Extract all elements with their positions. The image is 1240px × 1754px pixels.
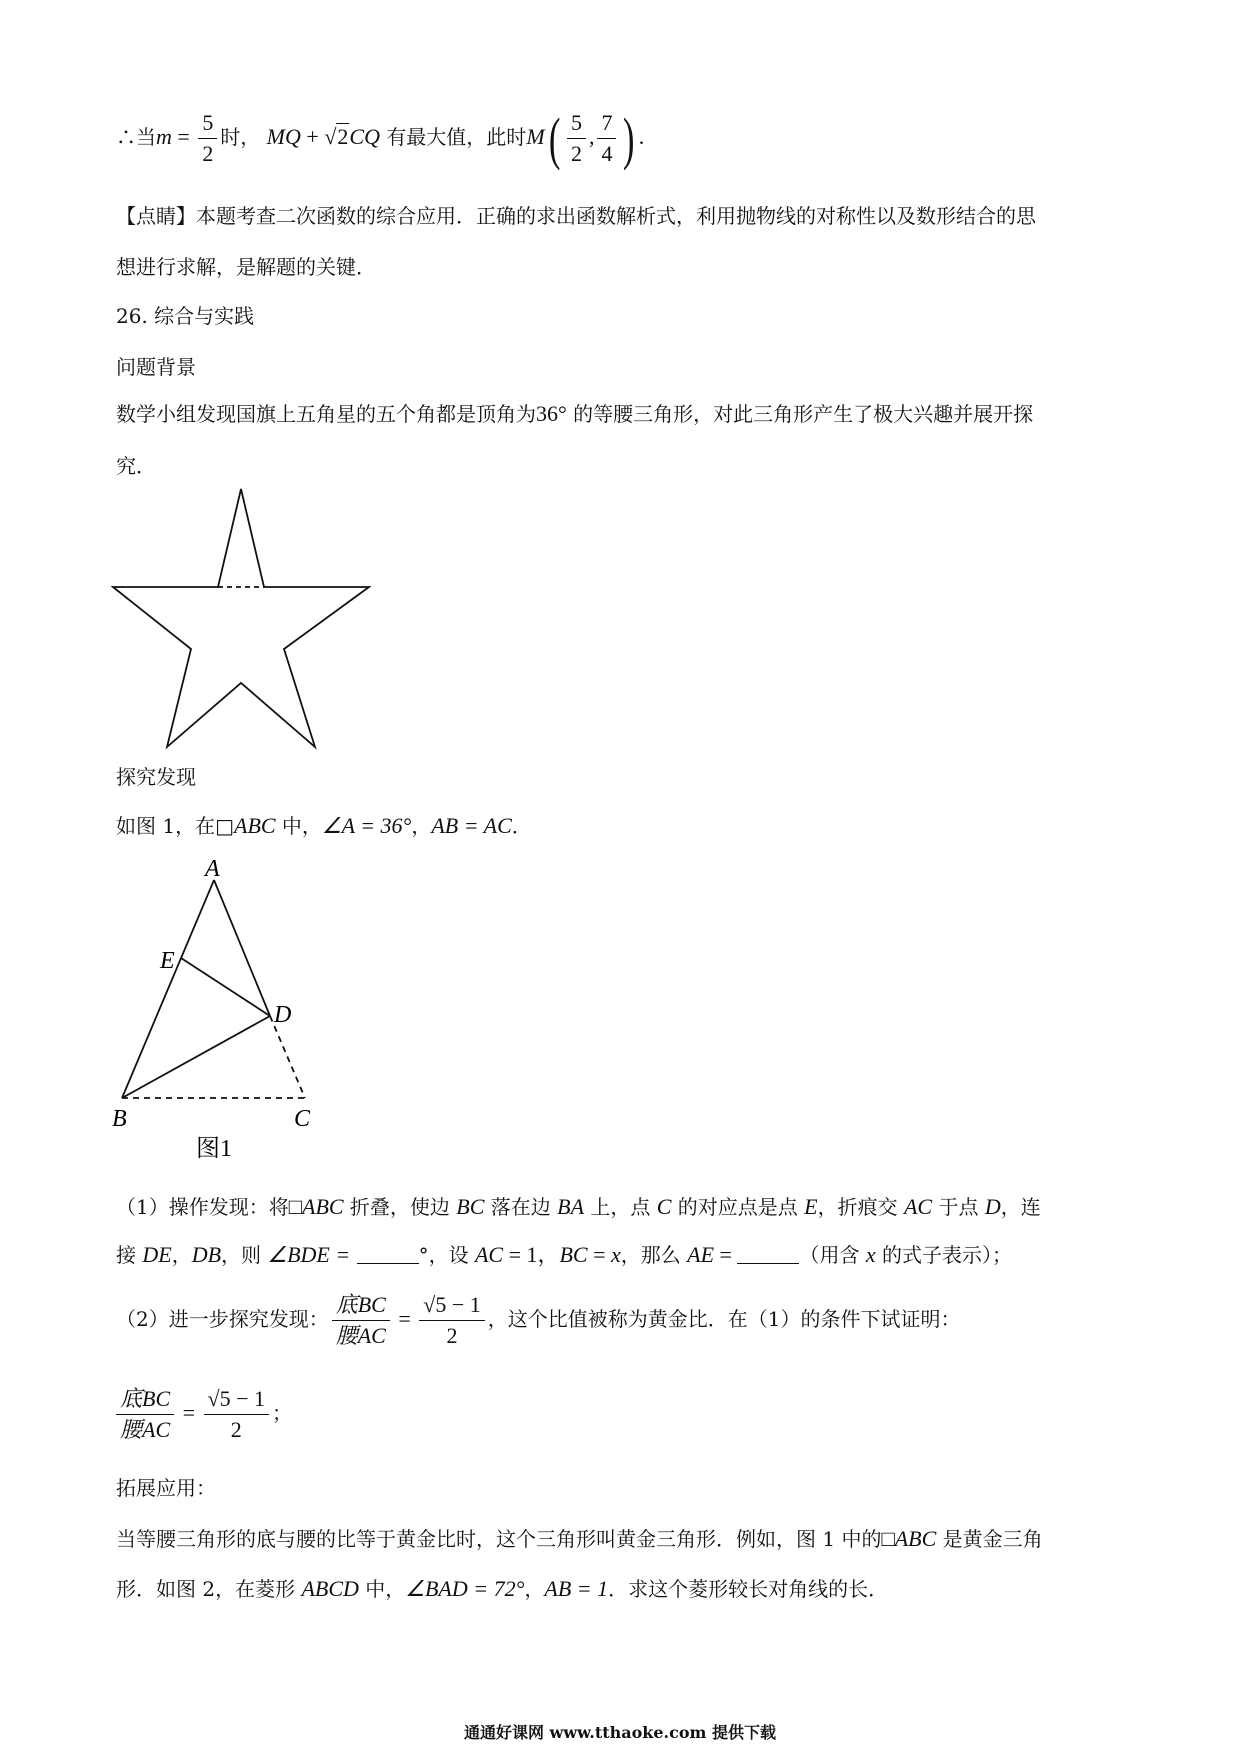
right-paren: ) xyxy=(623,105,635,171)
math-var: x xyxy=(611,1242,621,1267)
math-var: DB xyxy=(191,1242,222,1267)
math-var: m xyxy=(156,124,172,149)
star-figure xyxy=(108,484,378,754)
question-1-line-2 xyxy=(116,1241,1012,1269)
math-var: ABC xyxy=(234,813,276,838)
math-op: + xyxy=(300,124,325,149)
segment-ab xyxy=(122,880,214,1098)
math-var: DE xyxy=(142,1242,172,1267)
page-footer: 通通好课网 www.tthaoke.com 提供下载 xyxy=(463,1723,777,1742)
math-var: ABCD xyxy=(301,1576,359,1601)
math-op: = xyxy=(714,1242,738,1267)
text: 的等腰三角形，对此三角形产生了极大兴趣并展开探 xyxy=(566,402,1034,426)
text: ∴当 xyxy=(116,125,156,149)
fraction-denominator: 2 xyxy=(446,1323,458,1348)
text: ． xyxy=(511,814,532,838)
text: °，设 xyxy=(418,1243,475,1267)
text: ， xyxy=(524,1577,545,1601)
extension-line-1 xyxy=(116,1525,1043,1553)
fraction-5-2 xyxy=(567,110,586,167)
sqrt-expression xyxy=(324,123,349,149)
math-expr: ∠A = 36° xyxy=(321,813,412,838)
label-a: A xyxy=(205,856,220,882)
text: （1）操作发现：将 xyxy=(116,1195,289,1219)
math-expr: □ABC xyxy=(881,1526,937,1551)
text: 数学小组发现国旗上五角星的五个角都是顶角为 xyxy=(116,402,536,426)
text: ．求这个菱形较长对角线的长． xyxy=(608,1577,889,1601)
text: 折叠，使边 xyxy=(343,1195,457,1219)
text: ， xyxy=(171,1243,192,1267)
segment-bd xyxy=(122,1016,270,1098)
answer-blank-ae[interactable] xyxy=(737,1243,799,1264)
text: ，那么 xyxy=(620,1243,688,1267)
math-expr: AB = AC xyxy=(431,813,512,838)
segment-dc-dashed xyxy=(270,1016,305,1098)
text: 是黄金三角 xyxy=(936,1527,1043,1551)
text: 有最大值，此时 xyxy=(386,125,527,149)
radicand: 2 xyxy=(337,124,349,149)
sqrt-sign: √ xyxy=(324,124,337,149)
conclusion-line xyxy=(116,100,644,174)
text: 的式子表示）； xyxy=(875,1243,1012,1267)
figure-1 xyxy=(108,856,328,1166)
fraction-numerator: 5 xyxy=(567,110,586,139)
fraction-numerator: 5 xyxy=(198,110,217,139)
text: 如图 1，在 xyxy=(116,814,216,838)
triangle-symbol: □ xyxy=(215,814,234,838)
math-expr: ∠BDE = xyxy=(267,1242,351,1267)
math-expr: □ABC xyxy=(288,1194,344,1219)
math-op: , xyxy=(588,124,595,149)
fraction-numerator: 底BC xyxy=(116,1386,174,1415)
section-heading: 问题背景 xyxy=(116,355,196,379)
figure1-intro xyxy=(116,812,532,840)
star-outline xyxy=(113,489,369,747)
math-var: AE xyxy=(687,1242,715,1267)
text: 中， xyxy=(358,1577,406,1601)
fraction-numerator: 7 xyxy=(597,110,616,139)
left-paren: ( xyxy=(548,105,561,171)
text: （2）进一步探究发现： xyxy=(116,1307,329,1331)
math-var: AC xyxy=(474,1242,504,1267)
math-var: E xyxy=(804,1194,818,1219)
math-var: BC xyxy=(559,1242,588,1267)
answer-blank-angle[interactable] xyxy=(357,1243,419,1264)
text: ， xyxy=(411,814,432,838)
text: 时， xyxy=(220,125,261,149)
comment-line-1: 【点睛】本题考查二次函数的综合应用．正确的求出函数解析式，利用抛物线的对称性以及数形结合的思 xyxy=(116,204,1036,228)
background-line-2: 究． xyxy=(116,454,156,478)
math-var: AC xyxy=(903,1194,933,1219)
math-expr: ∠BAD = 72° xyxy=(405,1576,525,1601)
background-line-1 xyxy=(116,400,1033,428)
text: 上，点 xyxy=(584,1195,657,1219)
math-var: BA xyxy=(557,1194,585,1219)
math-var: x xyxy=(865,1242,876,1267)
text: 的对应点是点 xyxy=(671,1195,805,1219)
text: 当等腰三角形的底与腰的比等于黄金比时，这个三角形叫黄金三角形．例如，图 1 中的 xyxy=(116,1527,882,1551)
label-b: B xyxy=(112,1106,127,1132)
math-op: = xyxy=(177,1400,201,1425)
math-angle: 36° xyxy=(536,401,567,426)
text: 中， xyxy=(275,814,322,838)
label-c: C xyxy=(294,1106,311,1132)
label-d: D xyxy=(274,1002,292,1028)
math-op: = xyxy=(171,124,196,149)
question-2-formula xyxy=(116,1380,292,1446)
text: 形．如图 2，在菱形 xyxy=(116,1577,302,1601)
text: ，这个比值被称为黄金比．在（1）的条件下试证明： xyxy=(487,1307,961,1331)
math-op: = xyxy=(587,1242,612,1267)
section-heading: 探究发现 xyxy=(116,765,196,789)
math-var: C xyxy=(656,1194,672,1219)
question-number: 26. 综合与实践 xyxy=(116,304,255,328)
text: ，连 xyxy=(1000,1195,1041,1219)
text: 接 xyxy=(116,1243,143,1267)
fraction-7-4 xyxy=(597,110,616,167)
fraction-denominator: 2 xyxy=(202,141,214,166)
segment-ed xyxy=(181,958,270,1016)
math-var: M xyxy=(526,124,545,149)
fraction-denominator: 2 xyxy=(230,1417,242,1442)
math-var: CQ xyxy=(349,124,380,149)
fraction-numerator: √5 − 1 xyxy=(419,1292,484,1321)
text: 落在边 xyxy=(484,1195,558,1219)
question-1-line-1 xyxy=(116,1193,1041,1221)
text: 于点 xyxy=(932,1195,985,1219)
text: ，则 xyxy=(221,1243,268,1267)
fraction-numerator: √5 − 1 xyxy=(204,1386,269,1415)
math-op: . xyxy=(638,124,645,149)
math-var: MQ xyxy=(266,124,301,149)
fraction-denominator: 4 xyxy=(601,141,613,166)
figure-caption: 图1 xyxy=(196,1136,232,1162)
fraction-denominator: 2 xyxy=(570,141,582,166)
fraction-5-2 xyxy=(198,110,217,167)
fraction-golden-ratio xyxy=(419,1292,484,1349)
fraction-base-over-leg xyxy=(116,1386,174,1443)
math-expr: = 1， xyxy=(503,1242,560,1267)
extension-line-2 xyxy=(116,1575,888,1603)
text: ，折痕交 xyxy=(817,1195,904,1219)
fraction-base-over-leg xyxy=(332,1292,390,1349)
math-op: = xyxy=(392,1306,417,1331)
comment-line-2: 想进行求解，是解题的关键． xyxy=(116,255,376,279)
text: （用含 xyxy=(799,1243,866,1267)
fraction-denominator: 腰AC xyxy=(120,1417,171,1442)
math-expr: AB = 1 xyxy=(544,1576,609,1601)
fraction-denominator: 腰AC xyxy=(335,1323,386,1348)
fraction-numerator: 底BC xyxy=(332,1292,390,1321)
question-2-line xyxy=(116,1286,961,1352)
math-var: D xyxy=(984,1194,1001,1219)
segment-ad xyxy=(214,880,270,1016)
label-e: E xyxy=(160,948,175,974)
math-var: BC xyxy=(456,1194,485,1219)
section-heading: 拓展应用： xyxy=(116,1476,216,1500)
text: ； xyxy=(272,1401,293,1425)
fraction-golden-ratio xyxy=(204,1386,269,1443)
